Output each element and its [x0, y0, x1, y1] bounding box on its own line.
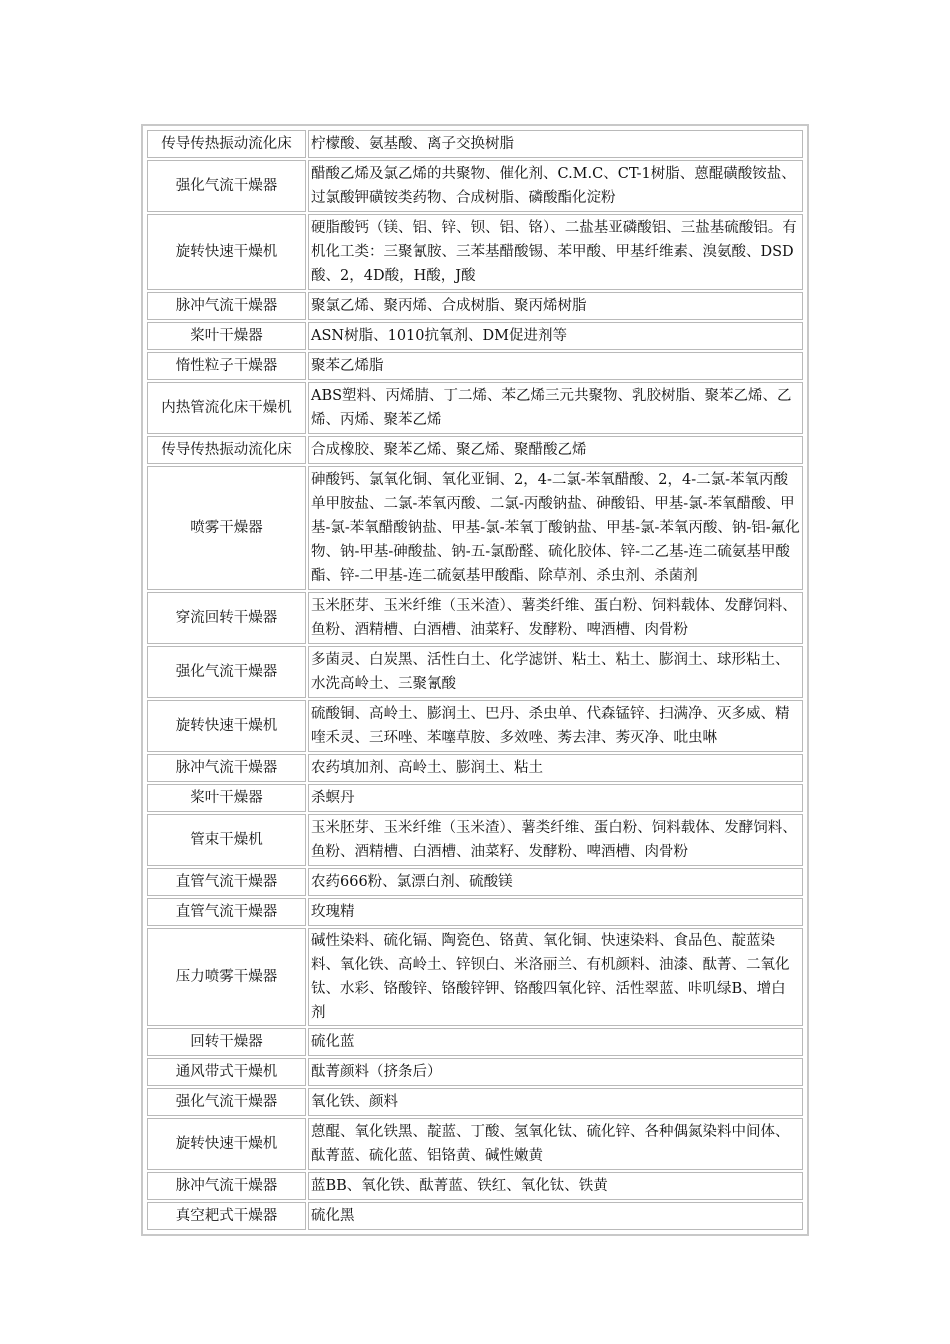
table-row — [147, 1028, 803, 1056]
dryer-type-cell: 回转干燥器 — [147, 1028, 306, 1056]
application-cell: 聚苯乙烯脂 — [308, 352, 803, 380]
table-row — [147, 784, 803, 812]
application-cell: 杀螟丹 — [308, 784, 803, 812]
table-row — [147, 382, 803, 434]
application-cell: 硫酸铜、高岭土、膨润土、巴丹、杀虫单、代森锰锌、扫满净、灭多威、精喹禾灵、三环唑、苯噻草胺、多效唑、莠去津、莠灭净、吡虫啉 — [308, 700, 803, 752]
dryer-type-cell: 桨叶干燥器 — [147, 784, 306, 812]
table-row — [147, 292, 803, 320]
dryer-type-cell: 强化气流干燥器 — [147, 646, 306, 698]
application-cell: 玫瑰精 — [308, 898, 803, 926]
application-cell: ABS塑料、丙烯腈、丁二烯、苯乙烯三元共聚物、乳胶树脂、聚苯乙烯、乙烯、丙烯、聚苯乙烯 — [308, 382, 803, 434]
table-row — [147, 754, 803, 782]
application-cell: 酞菁颜料（挤条后） — [308, 1058, 803, 1086]
application-cell: 玉米胚芽、玉米纤维（玉米渣）、薯类纤维、蛋白粉、饲料载体、发酵饲料、鱼粉、酒精槽、白酒槽、油菜籽、发酵粉、啤酒槽、肉骨粉 — [308, 814, 803, 866]
table-row — [147, 592, 803, 644]
table-row — [147, 436, 803, 464]
application-cell: 蓝BB、氧化铁、酞菁蓝、铁红、氧化钛、铁黄 — [308, 1172, 803, 1200]
dryer-type-cell: 管束干燥机 — [147, 814, 306, 866]
dryer-type-cell: 强化气流干燥器 — [147, 160, 306, 212]
dryer-type-cell: 旋转快速干燥机 — [147, 700, 306, 752]
application-cell: 合成橡胶、聚苯乙烯、聚乙烯、聚醋酸乙烯 — [308, 436, 803, 464]
application-cell: 硫化黑 — [308, 1202, 803, 1230]
dryer-type-cell: 旋转快速干燥机 — [147, 214, 306, 290]
table-row — [147, 898, 803, 926]
table-row — [147, 214, 803, 290]
table-row — [147, 466, 803, 590]
table-row — [147, 868, 803, 896]
table-row — [147, 160, 803, 212]
dryer-type-cell: 脉冲气流干燥器 — [147, 1172, 306, 1200]
table-row — [147, 130, 803, 158]
table-row — [147, 928, 803, 1026]
dryer-type-cell: 直管气流干燥器 — [147, 898, 306, 926]
dryer-application-table-frame — [141, 124, 809, 1236]
application-cell: 醋酸乙烯及氯乙烯的共聚物、催化剂、C.M.C、CT-1树脂、蒽醌磺酸铵盐、过氯酸钾磺铵类药物、合成树脂、磷酸酯化淀粉 — [308, 160, 803, 212]
application-cell: 柠檬酸、氨基酸、离子交换树脂 — [308, 130, 803, 158]
dryer-type-cell: 真空耙式干燥器 — [147, 1202, 306, 1230]
dryer-type-cell: 内热管流化床干燥机 — [147, 382, 306, 434]
dryer-application-table — [145, 128, 805, 1232]
dryer-type-cell: 喷雾干燥器 — [147, 466, 306, 590]
application-cell: 氧化铁、颜料 — [308, 1088, 803, 1116]
application-cell: 多菌灵、白炭黑、活性白土、化学滤饼、粘土、粘土、膨润土、球形粘土、水洗高岭土、三聚氰酸 — [308, 646, 803, 698]
dryer-type-cell: 桨叶干燥器 — [147, 322, 306, 350]
table-row — [147, 1118, 803, 1170]
application-cell: 农药填加剂、高岭土、膨润土、粘土 — [308, 754, 803, 782]
application-cell: 聚氯乙烯、聚丙烯、合成树脂、聚丙烯树脂 — [308, 292, 803, 320]
dryer-type-cell: 传导传热振动流化床 — [147, 130, 306, 158]
application-cell: 硫化蓝 — [308, 1028, 803, 1056]
table-row — [147, 322, 803, 350]
dryer-type-cell: 脉冲气流干燥器 — [147, 754, 306, 782]
application-cell: ASN树脂、1010抗氧剂、DM促进剂等 — [308, 322, 803, 350]
table-row — [147, 352, 803, 380]
application-cell: 玉米胚芽、玉米纤维（玉米渣）、薯类纤维、蛋白粉、饲料载体、发酵饲料、鱼粉、酒精槽、白酒槽、油菜籽、发酵粉、啤酒槽、肉骨粉 — [308, 592, 803, 644]
dryer-type-cell: 惰性粒子干燥器 — [147, 352, 306, 380]
table-row — [147, 1172, 803, 1200]
dryer-type-cell: 脉冲气流干燥器 — [147, 292, 306, 320]
table-row — [147, 646, 803, 698]
dryer-type-cell: 穿流回转干燥器 — [147, 592, 306, 644]
dryer-type-cell: 强化气流干燥器 — [147, 1088, 306, 1116]
table-row — [147, 1088, 803, 1116]
application-cell: 砷酸钙、氯氧化铜、氧化亚铜、2，4-二氯-苯氧醋酸、2，4-二氯-苯氧丙酸单甲胺盐、二氯-苯氧丙酸、二氯-丙酸钠盐、砷酸铅、甲基-氯-苯氧醋酸、甲基-氯-苯氧醋酸钠盐、甲基-氯-苯氧丁酸钠盐、甲基-氯-苯氧丙酸、钠-铝-氟化物、钠-甲基-砷酸盐、钠-五-氯酚醛、硫化胶体、锌-二乙基-连二硫氨基甲酸酯、锌-二甲基-连二硫氨基甲酸酯、除草剂、杀虫剂、杀菌剂 — [308, 466, 803, 590]
table-row — [147, 1202, 803, 1230]
application-cell: 农药666粉、氯漂白剂、硫酸镁 — [308, 868, 803, 896]
dryer-type-cell: 直管气流干燥器 — [147, 868, 306, 896]
dryer-type-cell: 传导传热振动流化床 — [147, 436, 306, 464]
application-cell: 硬脂酸钙（镁、铝、锌、钡、铝、铬）、二盐基亚磷酸铝、三盐基硫酸铝。有机化工类：三聚氰胺、三苯基醋酸锡、苯甲酸、甲基纤维素、溴氨酸、DSD酸、2，4D酸，H酸，J酸 — [308, 214, 803, 290]
table-row — [147, 814, 803, 866]
table-body — [147, 130, 803, 1230]
table-row — [147, 700, 803, 752]
dryer-type-cell: 通风带式干燥机 — [147, 1058, 306, 1086]
application-cell: 蒽醌、氧化铁黑、靛蓝、丁酸、氢氧化钛、硫化锌、各种偶氮染料中间体、酞菁蓝、硫化蓝、铝铬黄、碱性嫩黄 — [308, 1118, 803, 1170]
table-row — [147, 1058, 803, 1086]
dryer-type-cell: 旋转快速干燥机 — [147, 1118, 306, 1170]
dryer-type-cell: 压力喷雾干燥器 — [147, 928, 306, 1026]
application-cell: 碱性染料、硫化镉、陶瓷色、铬黄、氧化铜、快速染料、食品色、靛蓝染料、氧化铁、高岭土、锌钡白、米洛丽兰、有机颜料、油漆、酞菁、二氧化钛、水彩、铬酸锌、铬酸锌钾、铬酸四氧化锌、活性翠蓝、咔叽绿B、增白剂 — [308, 928, 803, 1026]
